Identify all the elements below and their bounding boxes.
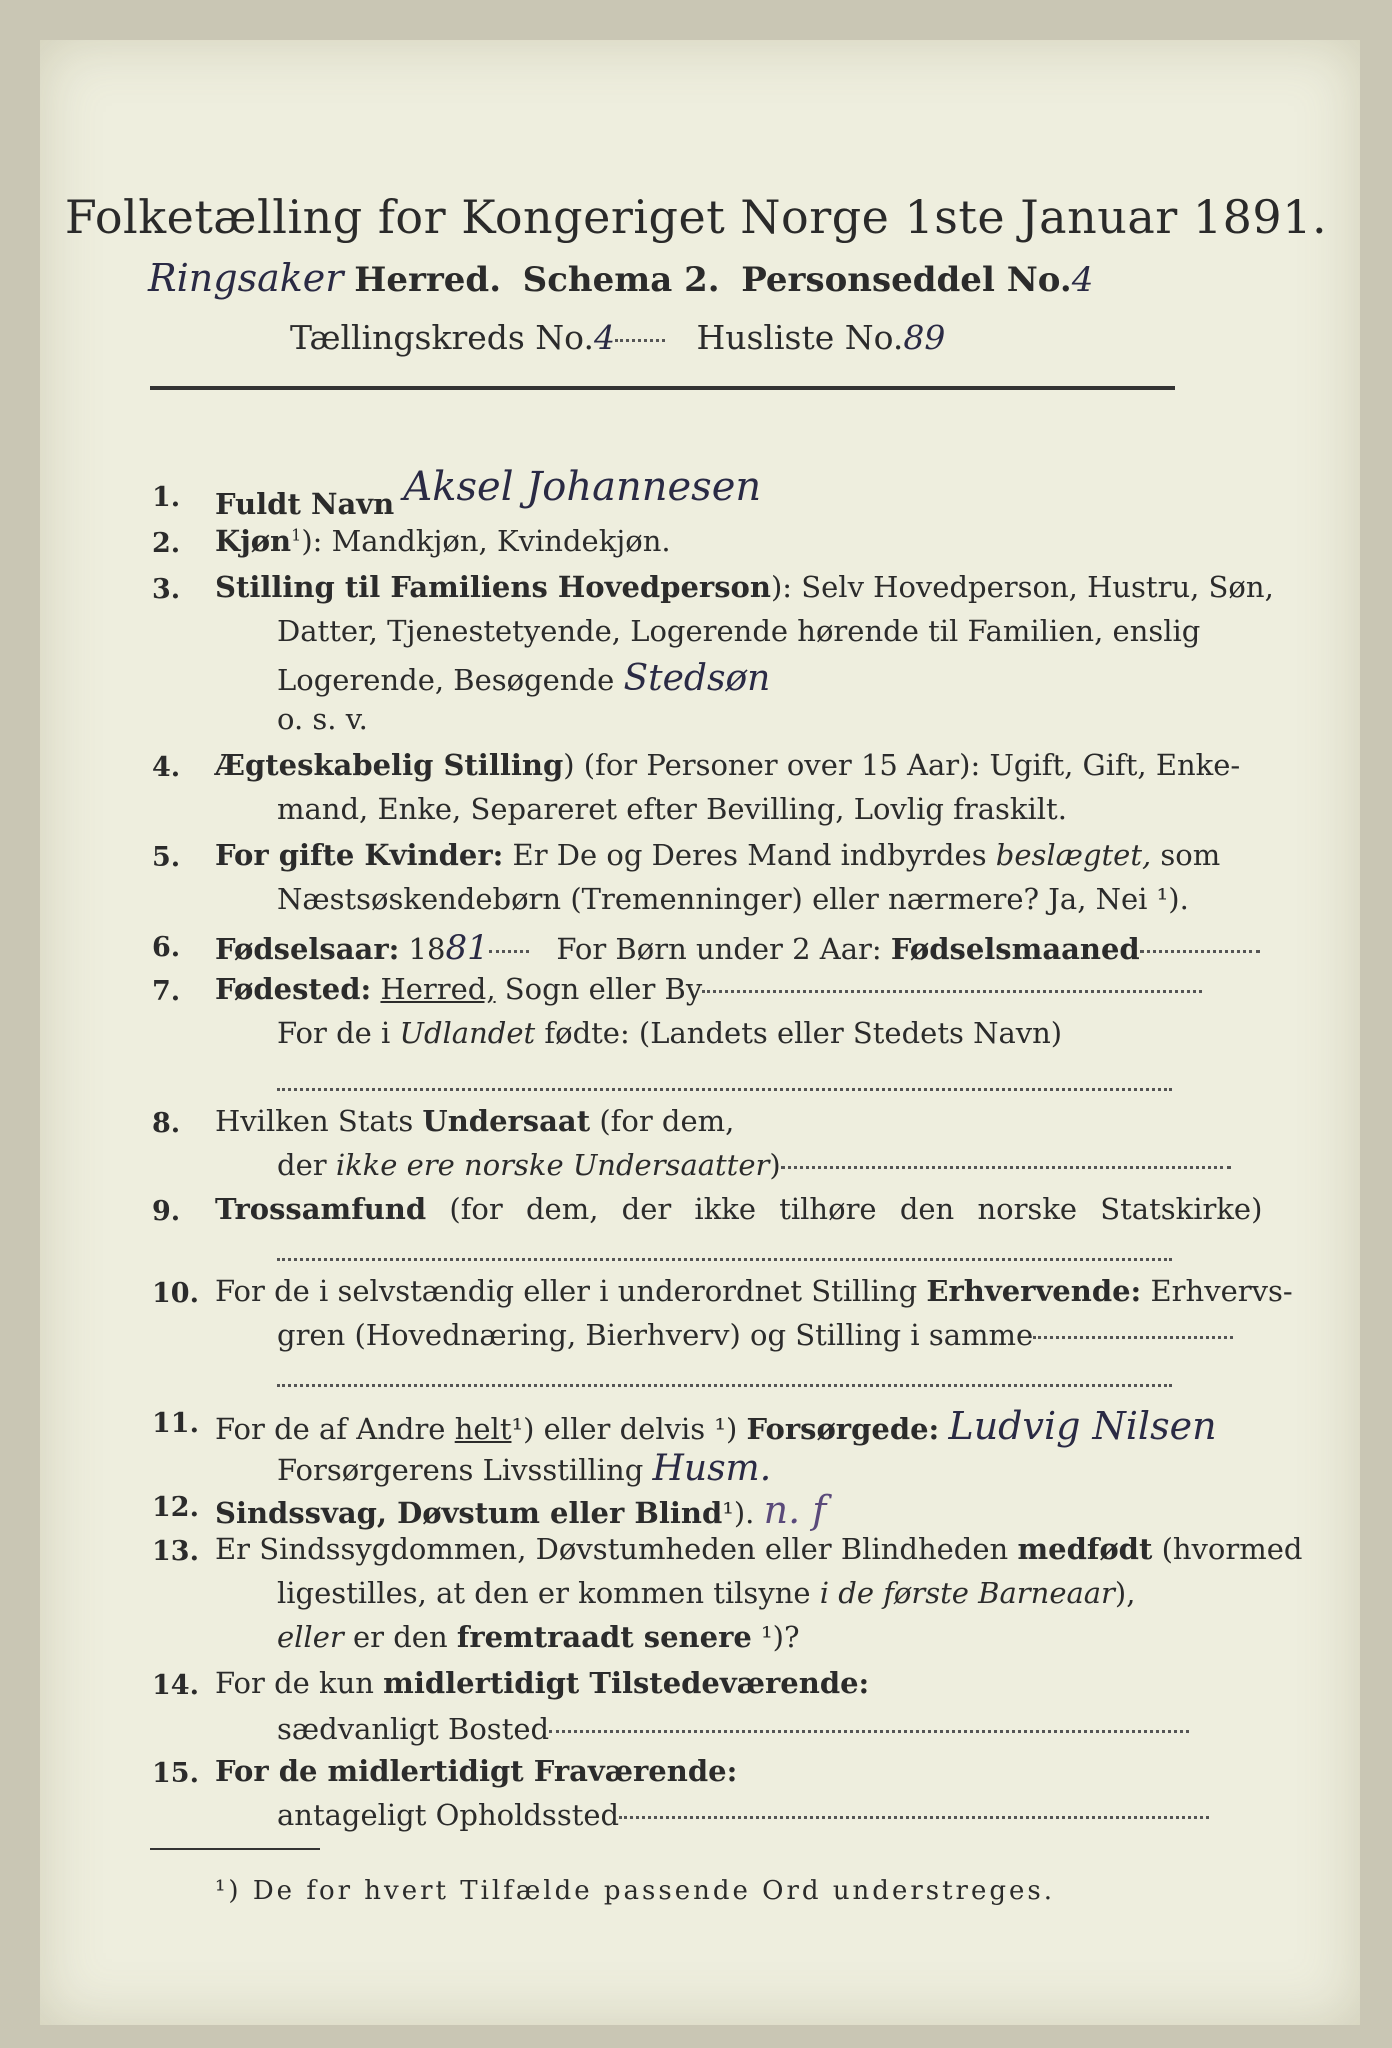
field-13-text1b: medfødt [1017,1532,1153,1566]
field-6-number: 6. [152,932,181,963]
field-7-line2 [277,1016,1062,1050]
field-10-line2 [277,1318,1233,1352]
herred-label: Herred. [354,260,502,300]
field-11-line1 [215,1404,1217,1448]
field-11-label: Forsørgede: [746,1412,940,1446]
field-10-line1 [215,1274,1293,1308]
field-13-text3c: fremtraadt senere [456,1620,752,1654]
field-2 [215,524,671,558]
field-10-text1c: Erhvervs- [1150,1274,1293,1308]
field-8-line1 [215,1104,734,1138]
field-1-number: 1. [152,482,181,513]
field-11-text2: Forsørgerens Livsstilling [277,1453,644,1487]
field-3-line3 [277,658,770,699]
field-7-line3 [277,1070,1172,1104]
field-13-text1a: Er Sindssygdommen, Døvstumheden eller Blindheden [215,1532,1009,1566]
field-15-line2 [277,1798,1209,1832]
field-8-text2a: der [277,1148,327,1182]
field-7-label: Fødested: [215,972,372,1006]
herred-name: Ringsaker [148,256,344,300]
field-10-text1a: For de i selvstændig eller i underordnet Stilling [215,1274,918,1308]
field-5-text1b: beslægtet, [995,838,1152,872]
field-9-line1 [215,1192,1262,1226]
field-13-number: 13. [152,1536,199,1567]
field-5-line2: Næstsøskendebørn (Tremenninger) eller nærmere? Ja, Nei ¹). [277,882,1189,916]
field-11-value: Ludvig Nilsen [948,1404,1217,1448]
field-5-label: For gifte Kvinder: [215,838,504,872]
field-9-text: (for dem, der ikke tilhøre den norske Statskirke) [449,1192,1263,1226]
field-5-line1 [215,838,1220,872]
field-10-text1b: Erhvervende: [926,1274,1142,1308]
field-8-text1c: (for dem, [599,1104,735,1138]
field-7-text2a: For de i [277,1016,391,1050]
field-6-label: Fødselsaar: [215,932,400,966]
field-2-footnote-mark: 1 [291,525,302,545]
field-8-text2b: ikke ere norske Undersaatter [335,1148,770,1182]
field-11-number: 11. [152,1408,199,1439]
field-12-label: Sindssvag, Døvstum eller Blind [215,1496,723,1530]
field-14-text1a: For de kun [215,1666,374,1700]
field-5-number: 5. [152,842,181,873]
field-3-line4: o. s. v. [277,702,368,736]
field-13-text2a: ligestilles, at den er kommen tilsyne [277,1576,811,1610]
field-11-text1a: For de af Andre [215,1412,446,1446]
field-9-label: Trossamfund [215,1192,427,1226]
field-6-label2: Fødselsmaaned [890,932,1140,966]
field-6-prefix: 18 [408,932,446,966]
field-3-line1 [215,570,1274,604]
field-1-label: Fuldt Navn [215,487,395,521]
field-10-line3 [277,1366,1172,1400]
field-3-value: Stedsøn [623,658,771,699]
field-13-text3d: ¹)? [761,1620,800,1654]
schema-label: Schema 2. [522,260,720,300]
field-6-text: For Børn under 2 Aar: [556,932,882,966]
field-15-line1 [215,1754,737,1788]
field-4-label: Ægteskabelig Stilling [215,748,564,782]
kreds-line [290,318,945,357]
husliste-label: Husliste No. [696,318,904,357]
field-8-line2 [277,1148,1231,1182]
field-1-value: Aksel Johannesen [403,464,762,510]
form-title: Folketælling for Kongeriget Norge 1ste Januar 1891. [64,190,1328,244]
field-12-number: 12. [152,1492,199,1523]
field-11-value2: Husm. [652,1448,772,1489]
header-rule [150,386,1175,390]
field-13-text3a: eller [277,1620,344,1654]
field-8-text1a: Hvilken Stats [215,1104,414,1138]
field-3-line2: Datter, Tjenestetyende, Logerende hørende til Familien, enslig [277,614,1201,648]
field-12-value: n. f [763,1488,827,1532]
field-12 [215,1488,826,1532]
field-2-text: ): Mandkjøn, Kvindekjøn. [301,524,671,558]
field-9-number: 9. [152,1196,181,1227]
field-6-value: 81 [445,928,489,968]
field-5-text1c: som [1160,838,1221,872]
field-4-line1 [215,748,1240,782]
personseddel-no: 4 [1071,260,1094,300]
field-10-text2: gren (Hovednæring, Bierhverv) og Stilling i samme [277,1318,1034,1352]
taellingskreds-no: 4 [593,318,615,357]
field-5-text1a: Er De og Deres Mand indbyrdes [512,838,987,872]
field-4-number: 4. [152,752,181,783]
field-11-line2 [277,1448,771,1489]
field-7-text2c: fødte: (Landets eller Stedets Navn) [544,1016,1063,1050]
field-7-text1: Herred, [380,972,496,1006]
field-14-line2 [277,1712,1189,1746]
field-9-line2 [277,1240,1172,1274]
field-4-line2: mand, Enke, Separeret efter Bevilling, Lovlig fraskilt. [277,792,1067,826]
field-13-line3 [277,1620,800,1654]
field-2-number: 2. [152,528,181,559]
field-7-line1 [215,972,1202,1006]
field-8-number: 8. [152,1108,181,1139]
field-13-text3b: er den [352,1620,448,1654]
field-8-text1b: Undersaat [422,1104,591,1138]
field-13-text1c: (hvormed [1161,1532,1303,1566]
field-3-label: Stilling til Familiens Hovedperson [215,570,771,604]
field-3-number: 3. [152,574,181,605]
footnote-rule [150,1848,320,1850]
field-7-number: 7. [152,976,181,1007]
field-14-text2: sædvanligt Bosted [277,1712,550,1746]
field-4-text1: ) (for Personer over 15 Aar): Ugift, Gift, Enke- [563,748,1241,782]
field-12-text: ¹). [722,1496,755,1530]
field-14-text1b: midlertidigt Tilstedeværende: [383,1666,870,1700]
field-1 [215,464,762,524]
personseddel-label: Personseddel No. [741,260,1072,300]
field-11-text1c: ¹) eller delvis ¹) [511,1412,738,1446]
field-3-text3: Logerende, Besøgende [277,663,615,697]
taellingskreds-label: Tællingskreds No. [290,318,594,357]
herred-line [148,256,1093,300]
field-2-label: Kjøn [215,524,292,558]
field-7-text2: Sogn eller By [504,972,703,1006]
field-13-text2c: ), [1114,1576,1136,1610]
field-14-number: 14. [152,1670,199,1701]
field-15-number: 15. [152,1758,199,1789]
footnote: ¹) De for hvert Tilfælde passende Ord understreges. [215,1876,1056,1906]
husliste-no: 89 [903,318,946,357]
field-14-line1 [215,1666,869,1700]
field-15-text2: antageligt Opholdssted [277,1798,620,1832]
field-11-text1b: helt [454,1412,512,1446]
field-3-text1: ): Selv Hovedperson, Hustru, Søn, [770,570,1274,604]
field-13-text2b: i de første Barneaar [819,1576,1115,1610]
field-7-text2b: Udlandet [399,1016,536,1050]
field-8-text2c: ) [769,1148,781,1182]
field-13-line2 [277,1576,1135,1610]
field-13-line1 [215,1532,1302,1566]
field-10-number: 10. [152,1278,199,1309]
field-15-text1: For de midlertidigt Fraværende: [215,1754,738,1788]
field-6 [215,928,1260,968]
